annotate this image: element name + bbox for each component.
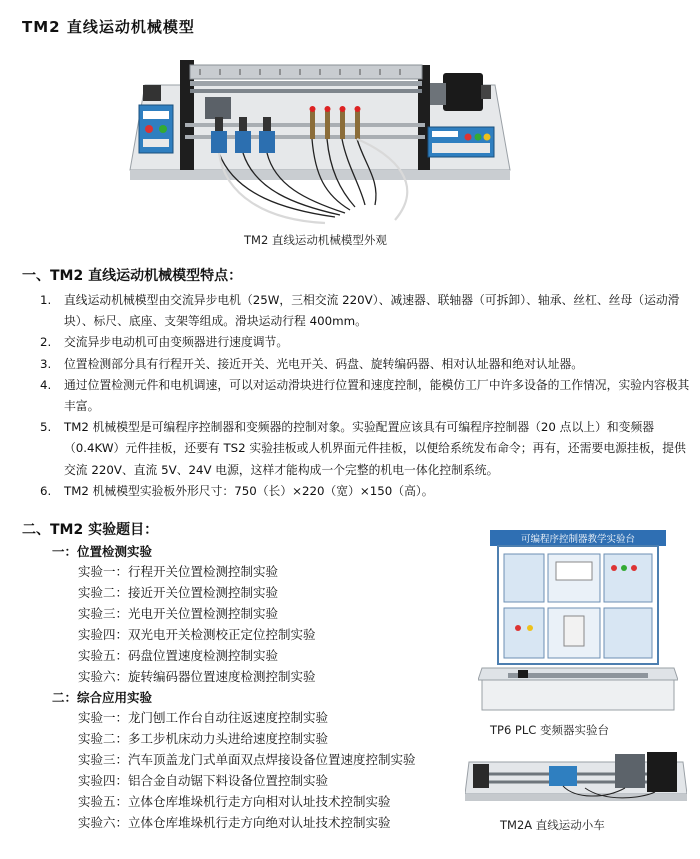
section2-heading: 二、TM2 实验题目： <box>22 522 159 538</box>
experiment-item: 实验四：铝合金自动锯下料设备位置控制实验 <box>78 773 329 788</box>
trainer-banner: 可编程序控制器教学实验台 <box>520 534 636 545</box>
group2-title: 二：综合应用实验 <box>52 690 153 705</box>
feature-item-1: 1. 直线运动机械模型由交流异步电机（25W，三相交流 220V）、减速器、联轴器（可拆卸）、轴承、丝杠、丝母（运动滑块）、标尺、底座、支架等组成。滑块运动行程 400mm。 <box>40 293 680 329</box>
figure1-caption: TM2 直线运动机械模型外观 <box>244 233 387 247</box>
section1-heading: 一、TM2 直线运动机械模型特点： <box>22 268 243 284</box>
experiment-item: 实验四：双光电开关检测校正定位控制实验 <box>78 627 316 642</box>
feature-item-4: 4. 通过位置检测元件和电机调速，可以对运动滑块进行位置和速度控制，能模仿工厂中许多设备的工作情况，实验内容极其丰富。 <box>40 377 690 414</box>
figure2-caption: TP6 PLC 变频器实验台 <box>490 723 609 737</box>
tm2-model-photo <box>125 45 515 230</box>
experiment-item: 实验六：立体仓库堆垛机行走方向绝对认址技术控制实验 <box>78 815 391 830</box>
tm2a-cart-photo <box>465 744 687 806</box>
feature-item-3: 3. 位置检测部分具有行程开关、接近开关、光电开关、码盘、旋转编码器、相对认址器和绝对认址器。 <box>40 356 584 371</box>
feature-item-6: 6. TM2 机械模型实验板外形尺寸：750（长）×220（宽）×150（高）。 <box>40 483 434 498</box>
group1-list <box>78 561 316 687</box>
figure3-caption: TM2A 直线运动小车 <box>500 818 605 832</box>
experiment-item: 实验六：旋转编码器位置速度检测控制实验 <box>78 669 316 684</box>
experiment-item: 实验一：龙门刨工作台自动往返速度控制实验 <box>78 710 329 725</box>
page-title: TM2 直线运动机械模型 <box>22 18 195 36</box>
feature-item-2: 2. 交流异步电动机可由变频器进行速度调节。 <box>40 335 289 350</box>
experiment-item: 实验五：码盘位置速度检测控制实验 <box>78 648 279 663</box>
group2-list <box>78 707 416 833</box>
feature-item-5: 5. TM2 机械模型是可编程序控制器和变频器的控制对象。实验配置应该具有可编程序控制器（20 点以上）和变频器（0.4KW）元件挂板，还要有 TS2 实验挂板或人机界面元件挂板，以便给系统发布命令；再有，还需要电源挂板，提供交流 220V、直流 5V、24V 电源，这样才能构成一个完整的机电一体化控制系统。 <box>40 420 686 477</box>
tp6-trainer-photo <box>478 528 678 713</box>
group1-title: 一：位置检测实验 <box>52 544 153 559</box>
experiment-item: 实验一：行程开关位置检测控制实验 <box>78 564 279 579</box>
experiment-item: 实验二：接近开关位置检测控制实验 <box>78 585 279 600</box>
features-list <box>40 290 690 502</box>
experiment-item: 实验二：多工步机床动力头进给速度控制实验 <box>78 731 329 746</box>
experiment-item: 实验五：立体仓库堆垛机行走方向相对认址技术控制实验 <box>78 794 391 809</box>
experiment-item: 实验三：光电开关位置检测控制实验 <box>78 606 279 621</box>
experiment-item: 实验三：汽车顶盖龙门式单面双点焊接设备位置速度控制实验 <box>78 752 416 767</box>
